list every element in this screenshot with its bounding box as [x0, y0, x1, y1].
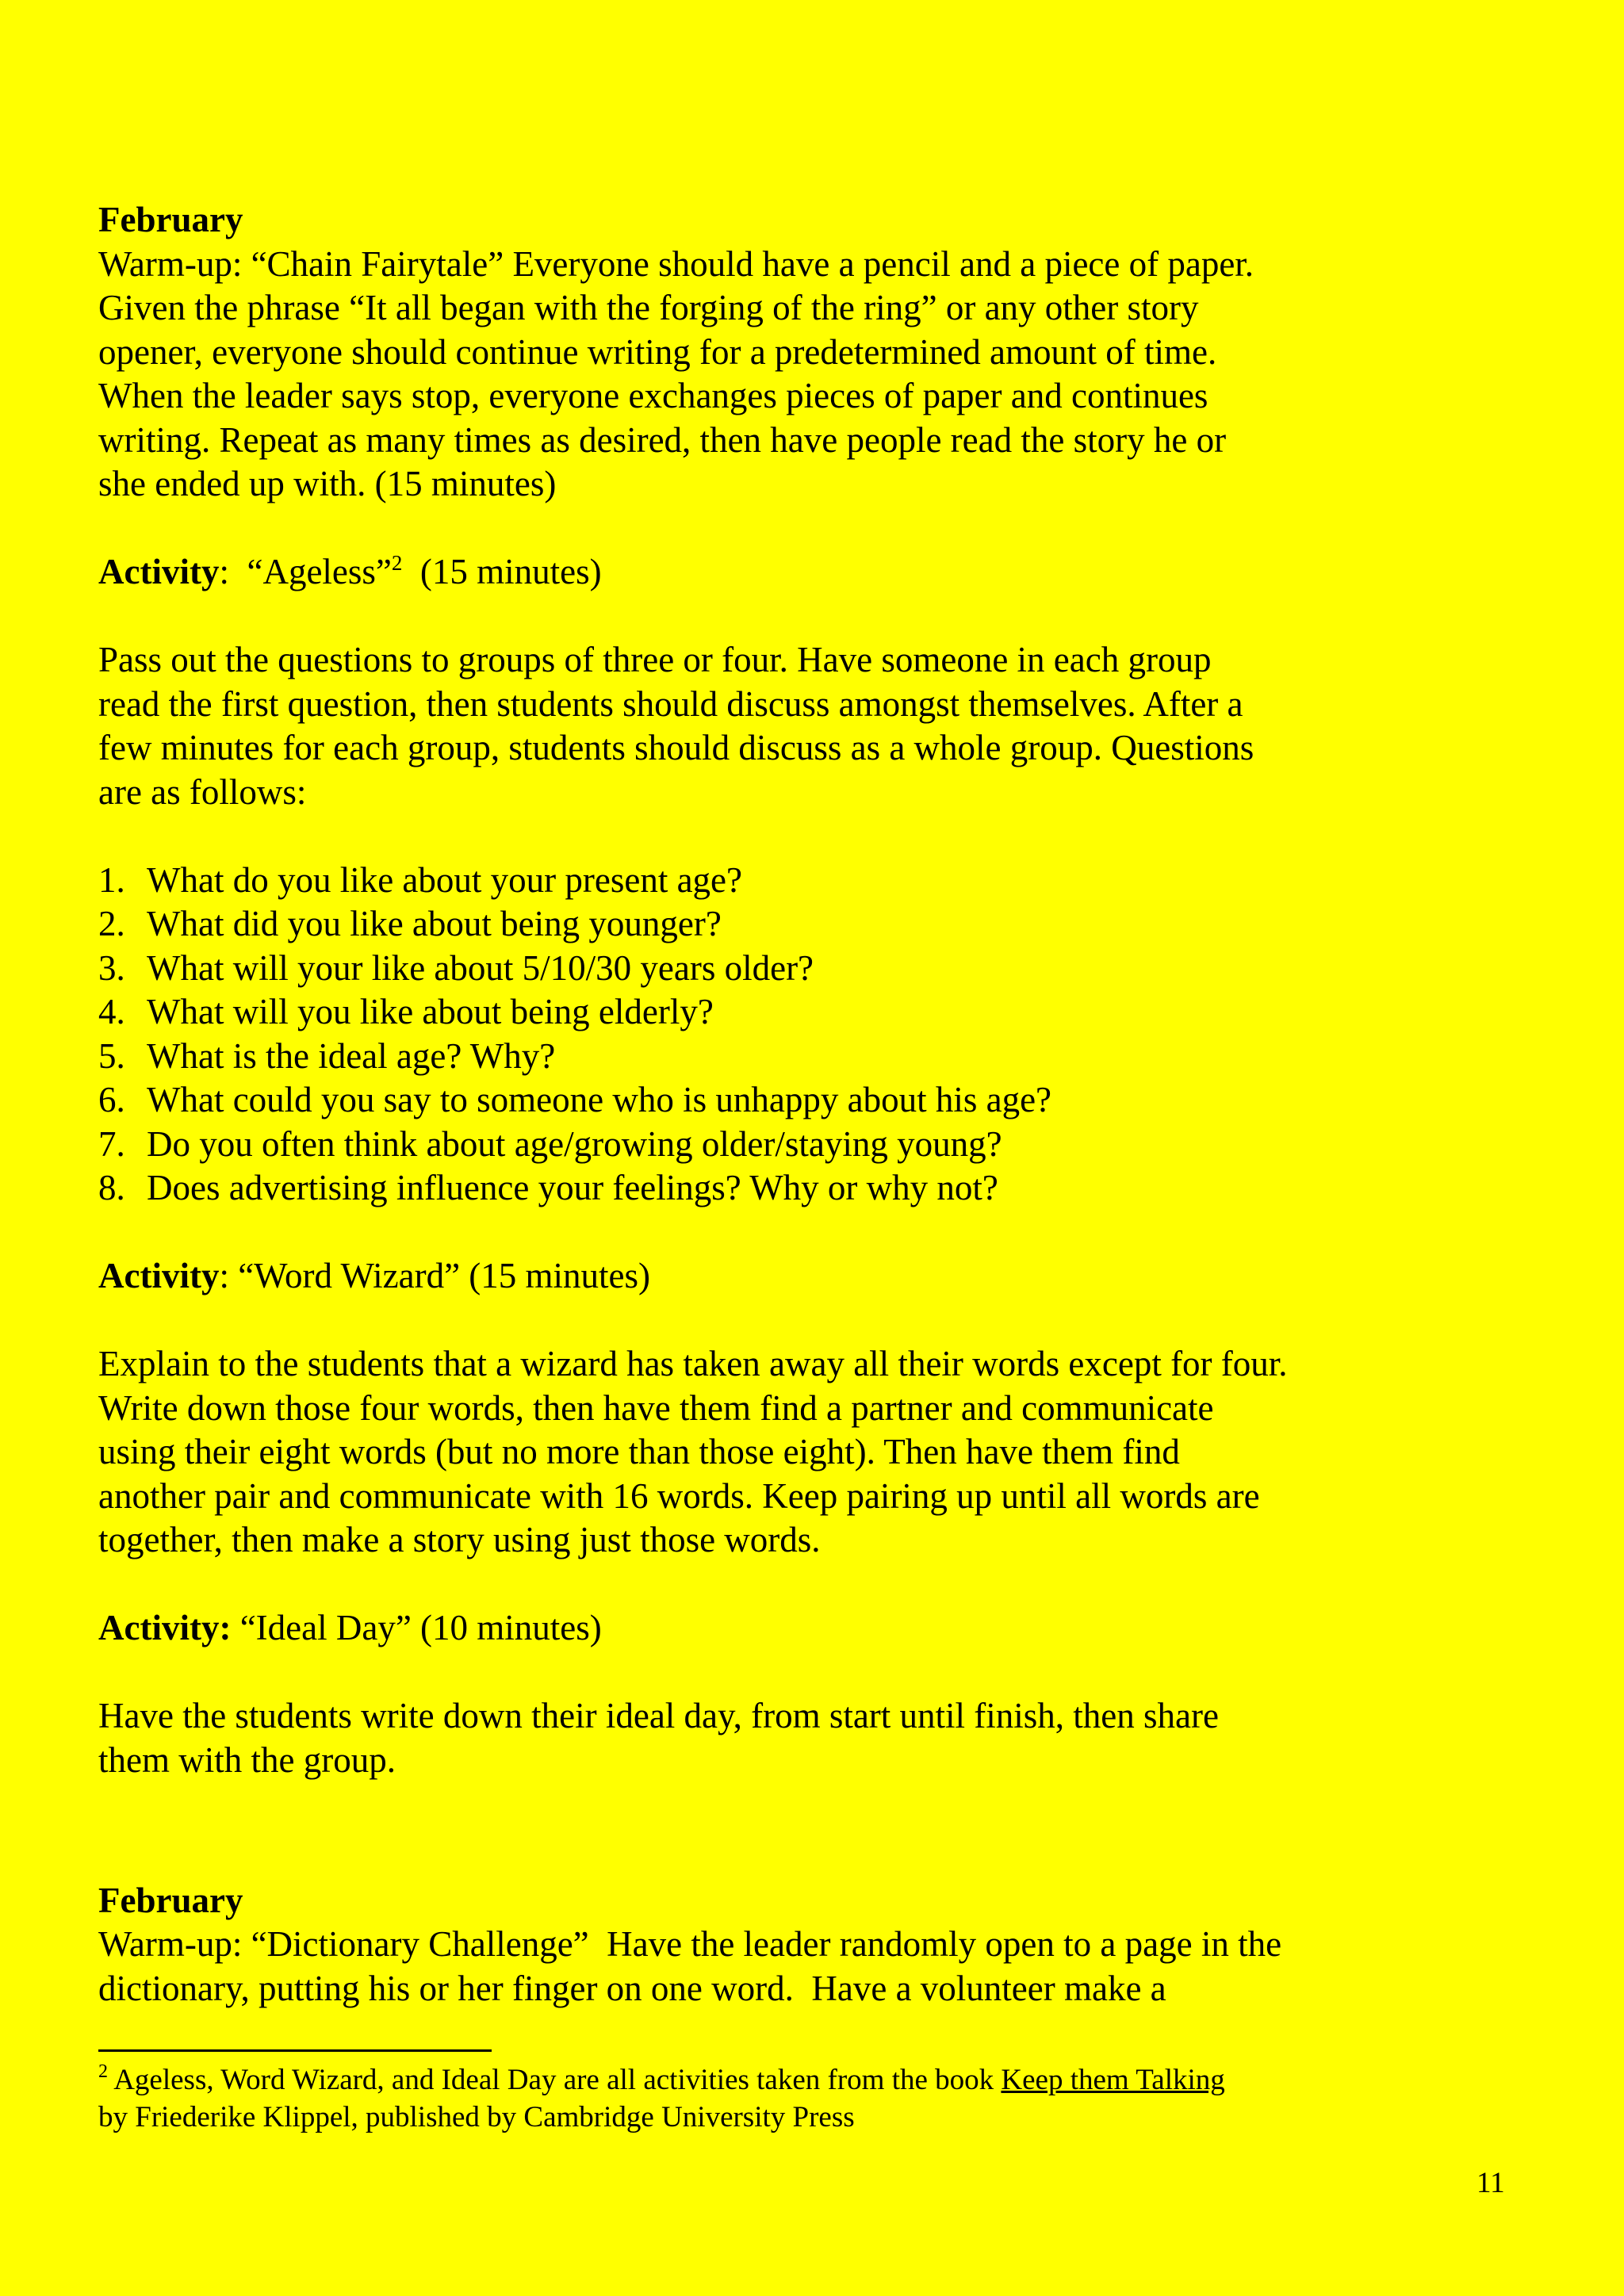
warmup-paragraph: Warm-up: “Chain Fairytale” Everyone should have a pencil and a piece of paper. Given the phrase “It all began with the forging of the ring” or any other story opener, everyone should continue writing for a predetermined amount of time. When the leader says stop, everyone exchanges pieces of paper and continues writing. Repeat as many times as desired, then have people read the story he or she ended up with. (15 minutes) — [98, 243, 1254, 503]
section-heading: February — [98, 1880, 243, 1920]
warmup-paragraph: Warm-up: “Dictionary Challenge” Have the leader randomly open to a page in the dictionary, putting his or her finger on one word. Have a volunteer make a — [98, 1924, 1282, 2008]
document-page — [98, 198, 1399, 2011]
list-item: 8. Does advertising influence your feelings? Why or why not? — [98, 1168, 998, 1207]
book-title: Keep them Talking — [1001, 2064, 1225, 2096]
question-list — [98, 859, 1399, 1211]
list-item: 2. What did you like about being younger? — [98, 904, 722, 943]
list-item: 3. What will your like about 5/10/30 years older? — [98, 947, 814, 988]
activity-heading-word-wizard: Activity: “Word Wizard” (15 minutes) — [98, 1256, 651, 1295]
footnote-marker: 2 — [98, 2061, 108, 2082]
ideal-day-description: Have the students write down their ideal day, from start until finish, then share them with the group. — [98, 1696, 1219, 1780]
list-item: 7. Do you often think about age/growing older/staying young? — [98, 1123, 1002, 1164]
activity-heading-ageless: Activity: “Ageless”$^2$ (15 minutes) — [98, 551, 602, 591]
list-item: 6. What could you say to someone who is unhappy about his age? — [98, 1080, 1052, 1119]
word-wizard-description: Explain to the students that a wizard has taken away all their words except for four. Write down those four words, then have them find a partner and communicate using their eight words (but no more than those eight). Then have them find another pair and communicate with 16 words. Keep pairing up until all words are together, then make a story using just those words. — [98, 1344, 1288, 1559]
section-heading: February — [98, 200, 243, 239]
footnote-reference: 2 — [391, 551, 403, 575]
list-item: 5. What is the ideal age? Why? — [98, 1035, 556, 1076]
footnote-separator — [98, 2049, 492, 2052]
ageless-description: Pass out the questions to groups of three or four. Have someone in each group read the first question, then students should discuss amongst themselves. After a few minutes for each group, students should discuss as a whole group. Questions are as follows: — [98, 640, 1254, 812]
list-item: 4. What will you like about being elderly? — [98, 992, 714, 1031]
activity-heading-ideal-day: Activity: “Ideal Day” (10 minutes) — [98, 1608, 602, 1647]
list-item: 1. What do you like about your present age? — [98, 859, 743, 900]
page-number: 11 — [1477, 2167, 1505, 2199]
footnote: $^2$ Ageless, Word Wizard, and Ideal Day are all activities taken from the book Keep them Talking by Friederike Klippel, published by Cambridge University Press — [98, 2061, 1225, 2133]
